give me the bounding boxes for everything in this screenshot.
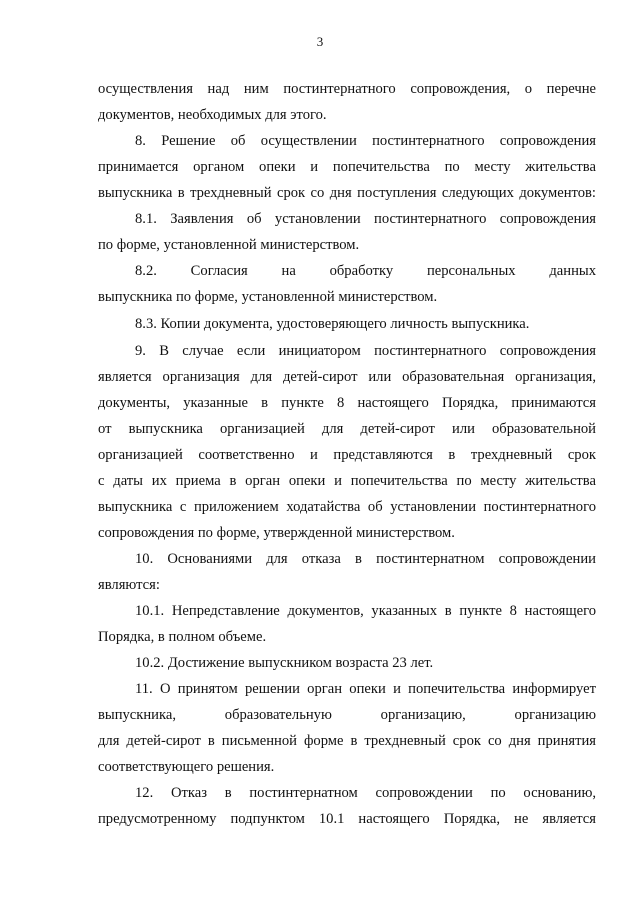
text-line: принимается органом опеки и попечительства по месту жительства <box>98 159 596 175</box>
text-line: Порядка, в полном объеме. <box>98 629 267 645</box>
text-line: выпускника по форме, установленной министерством. <box>98 289 438 305</box>
text-line: с даты их приема в орган опеки и попечительства по месту жительства <box>98 473 596 489</box>
text-line: 9. В случае если инициатором постинтернатного сопровождения <box>135 343 596 359</box>
text-line: 8.1. Заявления об установлении постинтернатного сопровождения <box>135 211 596 227</box>
text-line: 8.2. Согласия на обработку персональных данных <box>135 263 596 279</box>
text-line: являются: <box>98 577 160 593</box>
text-line: документы, указанные в пункте 8 настоящего Порядка, принимаются <box>98 395 596 411</box>
text-line: от выпускника организацией для детей-сирот или образовательной <box>98 421 596 437</box>
text-line: для детей-сирот в письменной форме в трехдневный срок со дня принятия <box>98 733 596 749</box>
text-line: является организация для детей-сирот или образовательная организация, <box>98 369 596 385</box>
text-line: предусмотренному подпунктом 10.1 настоящего Порядка, не является <box>98 811 596 827</box>
text-line: 10.1. Непредставление документов, указанных в пункте 8 настоящего <box>135 603 596 619</box>
text-line: 8.3. Копии документа, удостоверяющего личность выпускника. <box>135 316 530 332</box>
text-line: 10. Основаниями для отказа в постинтернатном сопровождении <box>135 551 596 567</box>
page-number: 3 <box>316 34 324 49</box>
text-line: 12. Отказ в постинтернатном сопровождении по основанию, <box>135 785 596 801</box>
text-line: 8. Решение об осуществлении постинтернатного сопровождения <box>135 133 596 149</box>
text-line: 11. О принятом решении орган опеки и попечительства информирует <box>135 681 596 697</box>
text-line: выпускника с приложением ходатайства об установлении постинтернатного <box>98 499 596 515</box>
text-line: осуществления над ним постинтернатного сопровождения, о перечне <box>98 81 596 97</box>
text-line: по форме, установленной министерством. <box>98 237 360 253</box>
text-line: выпускника, образовательную организацию, организацию <box>98 707 596 723</box>
text-line: документов, необходимых для этого. <box>98 107 327 123</box>
text-line: организацией соответственно и представляются в трехдневный срок <box>98 447 596 463</box>
text-line: соответствующего решения. <box>98 759 275 775</box>
text-line: сопровождения по форме, утвержденной министерством. <box>98 525 455 541</box>
text-line: выпускника в трехдневный срок со дня поступления следующих документов: <box>98 185 596 201</box>
text-line: 10.2. Достижение выпускником возраста 23 лет. <box>135 655 434 671</box>
